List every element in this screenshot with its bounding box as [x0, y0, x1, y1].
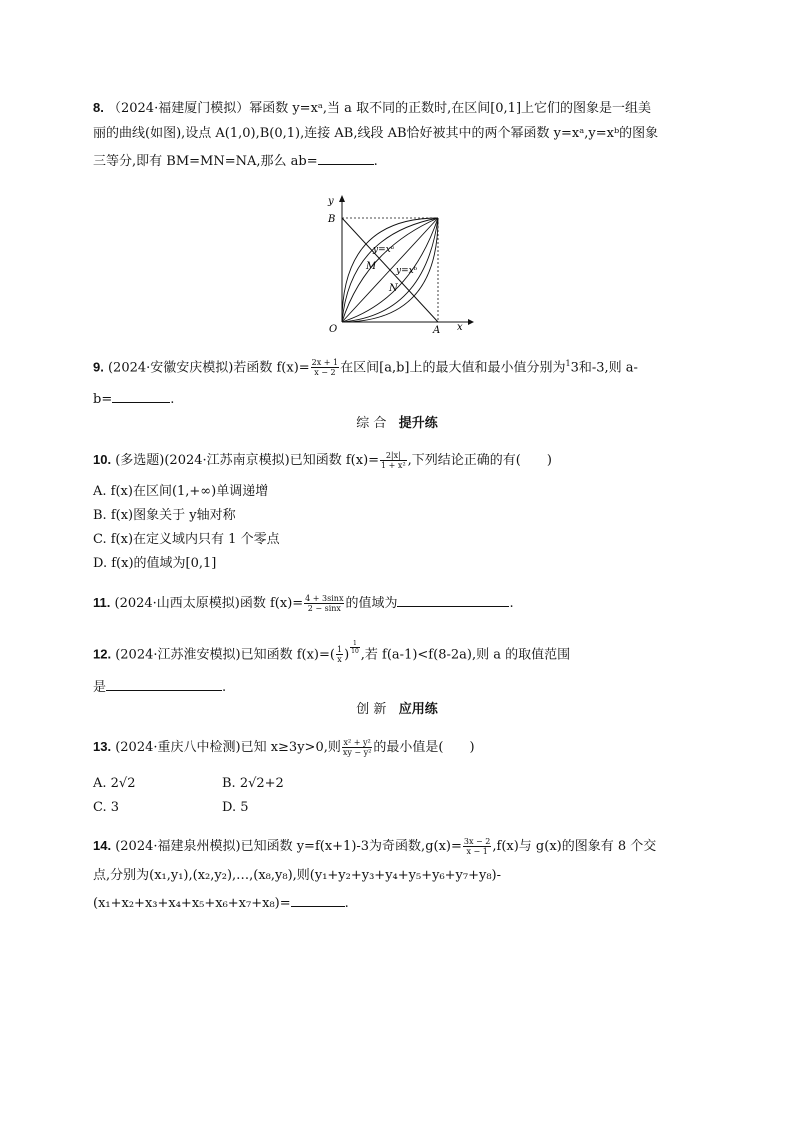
q8-text-line3: 三等分,即有 BM=MN=NA,那么 ab=: [93, 154, 318, 169]
x-axis-arrow: [468, 319, 474, 325]
q14-text1: (2024·福建泉州模拟)已知函数 y=f(x+1)-3为奇函数,g(x)=: [115, 839, 462, 854]
q9-line2: [93, 388, 174, 410]
q10-option-c[interactable]: C. f(x)在定义域内只有 1 个零点: [93, 532, 280, 547]
q12-fraction: [336, 645, 343, 664]
label-m: M: [366, 261, 377, 272]
q13-fraction: [342, 738, 373, 757]
q12-answer-blank[interactable]: [106, 676, 222, 691]
q9-text1: (2024·安徽安庆模拟)若函数 f(x)=: [107, 360, 310, 376]
q14-number: 14.: [93, 838, 112, 853]
q9-text3: 3和-3,则 a-: [570, 360, 638, 376]
label-a: A: [433, 325, 441, 336]
q12-text3: ,若 f(a-1)<f(8-2a),则 a 的取值范围: [360, 647, 571, 663]
q8-end: .: [373, 154, 378, 169]
q14-line3: [93, 892, 349, 914]
q12-number: 12.: [93, 646, 112, 662]
label-n: N: [389, 283, 398, 294]
label-y-xb: y=xᵇ: [396, 266, 418, 276]
q10-text1: (多选题)(2024·江苏南京模拟)已知函数 f(x)=: [115, 453, 380, 468]
q13-option-c[interactable]: C. 3: [93, 800, 120, 815]
label-y: y: [328, 196, 334, 207]
label-o: O: [329, 324, 338, 335]
q13-number: 13.: [93, 739, 112, 754]
q9-frac-top: 2x + 1: [311, 358, 339, 368]
q11-text1: (2024·山西太原模拟)函数 f(x)=: [114, 596, 304, 611]
q12-exp-top: 1: [350, 640, 360, 648]
q11-frac-top: 4 + 3sinx: [305, 594, 344, 603]
section2-label-a: 创 新: [356, 702, 387, 717]
q14-line1: [93, 836, 656, 857]
q10-frac-top: 2|x|: [380, 451, 407, 461]
q14-frac-top: 3x − 2: [463, 837, 491, 846]
q9-line1: [93, 354, 638, 378]
section2-label-b: 应用练: [398, 701, 438, 716]
q10-fraction: [380, 451, 407, 470]
q12-exp-bot: 10: [351, 648, 359, 655]
q14-text-line3: (x₁+x₂+x₃+x₄+x₅+x₆+x₇+x₈)=: [93, 896, 291, 911]
q12-text1: (2024·江苏淮安模拟)已知函数 f(x)=(: [115, 647, 335, 663]
q10-line1: [93, 450, 552, 471]
q14-answer-blank[interactable]: [291, 892, 345, 907]
q11-answer-blank[interactable]: [397, 592, 509, 607]
q9-number: 9.: [93, 359, 104, 375]
q12-frac-top: 1: [336, 645, 343, 655]
q9-end: .: [170, 392, 175, 407]
q14-text2: ,f(x)与 g(x)的图象有 8 个交: [492, 839, 657, 854]
q12-text2: ): [344, 647, 350, 663]
q12-end: .: [222, 680, 227, 695]
q11-end: .: [509, 596, 514, 611]
q8-text-line1: （2024·福建厦门模拟）幂函数 y=xᵃ,当 a 取不同的正数时,在区间[0,1]上它们的图象是一组美: [107, 101, 652, 116]
q9-answer-blank[interactable]: [112, 388, 170, 403]
q11-text2: 的值域为: [345, 596, 398, 611]
q13-text1: (2024·重庆八中检测)已知 x≥3y>0,则: [115, 740, 341, 755]
q8-line2: 丽的曲线(如图),设点 A(1,0),B(0,1),连接 AB,线段 AB恰好被其中的两个幂函数 y=xᵃ,y=xᵇ的图象: [93, 126, 659, 141]
q14-frac-bot: x − 1: [466, 847, 488, 856]
q13-option-a[interactable]: A. 2√2: [93, 776, 136, 791]
q13-option-d[interactable]: D. 5: [222, 800, 249, 815]
q12-frac-bot: x: [337, 655, 342, 665]
q10-text2: ,下列结论正确的有( ): [407, 453, 552, 468]
q9-superscript-one: 1: [565, 359, 571, 368]
q14-end: .: [344, 896, 349, 911]
q10-number: 10.: [93, 452, 112, 467]
q14-fraction: [463, 837, 491, 856]
q12-text-line2: 是: [93, 680, 107, 695]
q11-frac-bot: 2 − sinx: [307, 604, 341, 613]
y-axis-arrow: [339, 195, 345, 202]
q10-frac-bot: 1 + x²: [381, 461, 406, 470]
q10-option-a[interactable]: A. f(x)在区间(1,+∞)单调递增: [93, 484, 269, 499]
section-innovation: [0, 698, 794, 717]
q14-line2: 点,分别为(x₁,y₁),(x₂,y₂),…,(x₈,y₈),则(y₁+y₂+y₃+y₄+y₅+y₆+y₇+y₈)-: [93, 868, 502, 883]
q13-text2: 的最小值是( ): [373, 740, 475, 755]
q9-text-line2: b=: [93, 392, 113, 407]
q12-exponent: [350, 640, 360, 655]
q11-number: 11.: [93, 595, 111, 610]
section1-label-b: 提升练: [398, 415, 438, 430]
q9-frac-bot: x − 2: [314, 368, 336, 378]
q11-fraction: [304, 594, 344, 613]
section1-label-a: 综 合: [356, 416, 387, 431]
q10-option-b[interactable]: B. f(x)图象关于 y轴对称: [93, 508, 236, 523]
q13-frac-bot: xy − y²: [342, 748, 372, 757]
q13-frac-top: x² + y²: [343, 738, 371, 747]
section-comprehensive: [0, 412, 794, 431]
q11-line1: [93, 592, 514, 614]
q8-number: 8.: [93, 100, 104, 115]
q9-fraction: [311, 358, 339, 377]
q12-line1: [93, 640, 570, 665]
q12-line2: [93, 676, 226, 698]
q9-text2: 在区间[a,b]上的最大值和最小值分别为: [340, 360, 566, 376]
q8-line1: [93, 98, 651, 119]
q10-option-d[interactable]: D. f(x)的值域为[0,1]: [93, 556, 217, 571]
label-x: x: [457, 322, 463, 333]
label-y-xa: y=xᵃ: [373, 245, 395, 255]
q8-line3: [93, 150, 378, 172]
q8-answer-blank[interactable]: [318, 150, 374, 165]
q13-option-b[interactable]: B. 2√2+2: [222, 776, 284, 791]
power-function-figure: [320, 190, 480, 340]
q13-line1: [93, 737, 475, 758]
label-b: B: [328, 214, 336, 225]
